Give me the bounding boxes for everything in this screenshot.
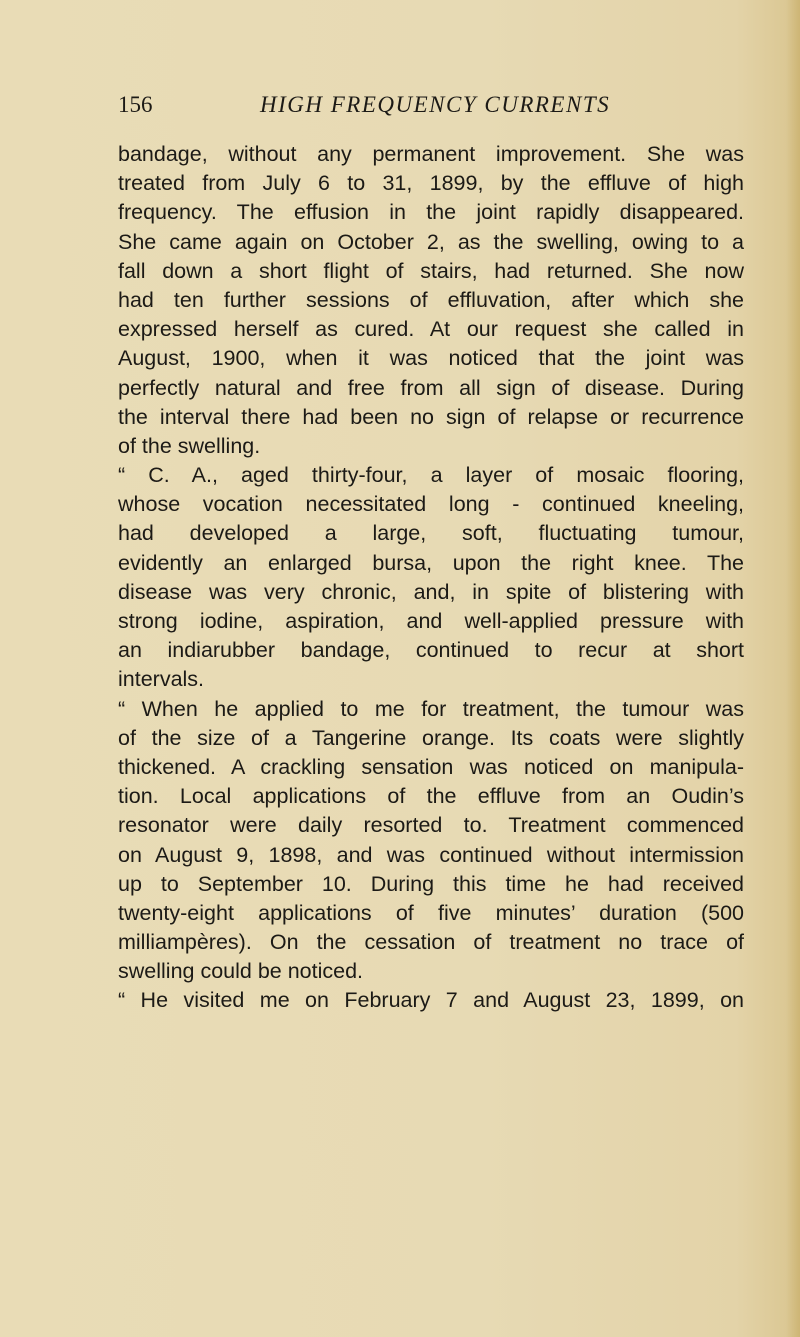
text-line: strong iodine, aspiration, and well-applied pressure with: [118, 609, 744, 633]
text-line: of the swelling.: [118, 433, 261, 458]
text-line: on August 9, 1898, and was continued without intermission: [118, 842, 744, 867]
text-line: “ C. A., aged thirty-four, a layer of mosaic flooring,: [118, 463, 744, 488]
text-line: intervals.: [118, 667, 205, 692]
text-line: an indiarubber bandage, continued to recur at short: [118, 638, 744, 663]
text-line: twenty-eight applications of five minutes’ duration (500: [118, 900, 744, 925]
text-line: “ When he applied to me for treatment, the tumour was: [118, 696, 744, 721]
page-number: 156: [118, 92, 153, 117]
text-line: of the size of a Tangerine orange. Its coats were slightly: [118, 725, 744, 750]
text-line: the interval there had been no sign of relapse or recurrence: [118, 404, 744, 429]
text-line: up to September 10. During this time he had received: [118, 871, 744, 896]
text-line: resonator were daily resorted to. Treatment commenced: [118, 813, 744, 838]
page-header: [118, 92, 738, 122]
text-line: fall down a short flight of stairs, had returned. She now: [118, 258, 744, 283]
text-line: whose vocation necessitated long - continued kneeling,: [118, 492, 744, 517]
text-line: thickened. A crackling sensation was noticed on manipula-: [118, 754, 744, 779]
text-line: had ten further sessions of effluvation, after which she: [118, 287, 744, 312]
text-line: expressed herself as cured. At our request she called in: [118, 317, 744, 342]
running-head: HIGH FREQUENCY CURRENTS: [260, 92, 611, 117]
text-line: tion. Local applications of the effluve from an Oudin’s: [118, 784, 744, 809]
text-line: swelling could be noticed.: [118, 959, 364, 984]
text-line: evidently an enlarged bursa, upon the right knee. The: [118, 550, 744, 575]
text-line: treated from July 6 to 31, 1899, by the effluve of high: [118, 171, 744, 196]
text-line: disease was very chronic, and, in spite of blistering with: [118, 579, 744, 604]
body-text: [118, 140, 744, 1016]
text-line: perfectly natural and free from all sign of disease. During: [118, 375, 744, 400]
text-line: milliampères). On the cessation of treatment no trace of: [118, 930, 744, 955]
page-edge-shadow: [786, 0, 800, 1337]
text-line: frequency. The effusion in the joint rapidly disappeared.: [118, 200, 744, 225]
text-line: “ He visited me on February 7 and August 23, 1899, on: [118, 988, 744, 1013]
text-line: had developed a large, soft, fluctuating tumour,: [118, 521, 744, 546]
text-line: August, 1900, when it was noticed that the joint was: [118, 346, 744, 371]
text-line: bandage, without any permanent improvement. She was: [118, 142, 744, 166]
text-line: She came again on October 2, as the swelling, owing to a: [118, 229, 744, 254]
